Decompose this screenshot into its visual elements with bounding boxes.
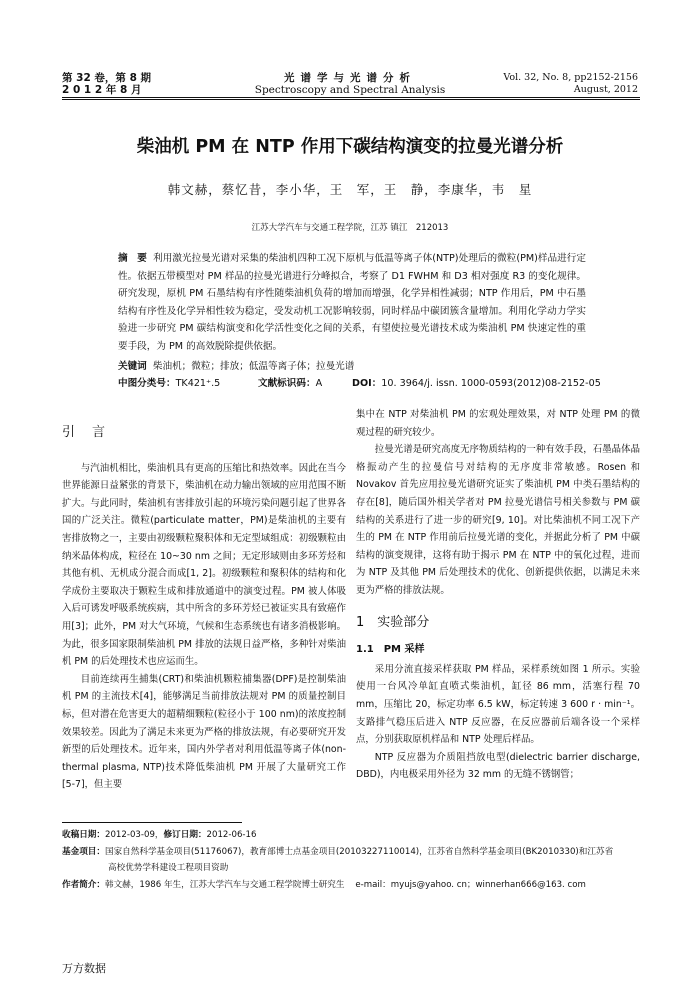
keywords	[118, 358, 586, 375]
header-rule	[62, 97, 640, 98]
watermark-text: 万方数据	[62, 962, 106, 975]
footnote-funding-cont: 高校优势学科建设工程项目资助	[108, 863, 229, 873]
subsection-heading-sampling: 1.1 PM 采样	[356, 644, 425, 656]
abstract-label: 摘 要	[118, 253, 147, 264]
header-volume-en: Vol. 32, No. 8, pp2152-2156	[503, 72, 638, 83]
document-code: 文献标识码：A	[258, 378, 323, 389]
author-list: 韩文赫，蔡忆昔，李小华，王 军，王 静，李康华，韦 星	[167, 182, 533, 197]
right-paragraph-2: 拉曼光谱是研究高度无序物质结构的一种有效手段，石墨晶体晶格振动产生的拉曼信号对结构的无序度非常敏感。Rosen 和 Novakov 首先应用拉曼光谱研究证实了柴油机 PM 中类石墨结构的存在[8]，随后国外相关学者对 PM 拉曼光谱信号相关参数与 PM 碳结构的关系进行了进一步的研究[9, 10]。对比柴油机不同工况下产生的 PM 在 NTP 作用前后拉曼光谱的变化，并据此分析了 PM 中碳结构的演变规律，这将有助于揭示 PM 在 NTP 中的氧化过程，进而为 NTP 及其他 PM 后处理技术的优化、创新提供依据，以满足未来更为严格的排放法规。	[356, 444, 640, 596]
keywords-label: 关键词	[118, 361, 147, 372]
affiliation: 江苏大学汽车与交通工程学院，江苏 镇江 212013	[251, 223, 449, 233]
header-date-en: August, 2012	[573, 84, 638, 95]
section-heading-experiment: 1 实验部分	[356, 614, 430, 630]
intro-paragraph-1: 与汽油机相比，柴油机具有更高的压缩比和热效率。因此在当今世界能源日益紧张的背景下，柴油机在动力输出领域的应用范围不断扩大。与此同时，柴油机有害排放引起的环境污染问题引起了世界各国的广泛关注。微粒(particulate matter，PM)是柴油机的主要有害排放物之一，主要由初级颗粒聚积体和无定型域组成：初级颗粒由纳米晶体构成，粒径在 10~30 nm 之间；无定形域则由多环芳烃和其他有机、无机成分混合而成[1, 2]。初级颗粒和聚积体的结构和化学成份主要取决于颗粒生成和排放通道中的演变过程。PM 被人体吸入后可诱发呼吸系统疾病，其中所含的多环芳烃已被证实具有致癌作用[3]；此外，PM 对大气环境，气候和生态系统也有诸多消极影响。为此，很多国家限制柴油机 PM 排放的法规日益严格，多种针对柴油机 PM 的后处理技术也应运而生。	[62, 462, 346, 668]
abstract	[118, 250, 586, 356]
clc-code: 中图分类号：TK421⁺.5	[118, 378, 221, 389]
footnote-dates: 收稿日期：2012-03-09，修订日期：2012-06-16	[62, 830, 257, 840]
header-issue	[503, 72, 638, 96]
doi: DOI：10. 3964/j. issn. 1000-0593(2012)08-2152-05	[352, 378, 601, 389]
intro-paragraph-2: 目前连续再生捕集(CRT)和柴油机颗粒捕集器(DPF)是控制柴油机 PM 的主流技术[4]，能够满足当前排放法规对 PM 的质量控制目标，但对潜在危害更大的超精细颗粒(粒径小于 100 nm)的浓度控制效果较差。因此为了满足未来更为严格的排放法规，有必要研究开发新型的后处理技术。近年来，国内外学者对利用低温等离子体(non-thermal plasma, NTP)技术降低柴油机 PM 开展了大量研究工作[5-7]，但主要	[62, 673, 346, 791]
footnote-rule	[62, 822, 242, 823]
right-paragraph-3: 采用分流直接采样获取 PM 样品，采样系统如图 1 所示。实验使用一台风冷单缸直喷式柴油机，缸径 86 mm，活塞行程 70 mm，压缩比 20，标定功率 6.5 kW，标定转速 3 600 r · min⁻¹。支路排气稳压后进入 NTP 反应器，在反应器前后端各设一个采样点，分别获取原机样品和 NTP 处理后样品。	[356, 663, 640, 746]
right-column	[356, 406, 640, 784]
footnote-author: 作者简介：韩文赫，1986 年生，江苏大学汽车与交通工程学院博士研究生 e-mail：myujs@yahoo. cn；winnerhan666@163. com	[62, 879, 586, 890]
right-paragraph-1: 集中在 NTP 对柴油机 PM 的宏观处理效果，对 NTP 处理 PM 的微观过程的研究较少。	[356, 409, 640, 438]
intro-heading: 引 言	[62, 425, 108, 440]
author-email: e-mail：myujs@yahoo. cn；winnerhan666@163. com	[355, 879, 586, 890]
paper-title: 柴油机 PM 在 NTP 作用下碳结构演变的拉曼光谱分析	[136, 137, 564, 157]
header-volume-cn: 第 32 卷，第 8 期	[62, 72, 152, 84]
footnotes	[62, 827, 640, 893]
right-paragraph-4: NTP 反应器为介质阻挡放电型(dielectric barrier discharge, DBD)，内电极采用外径为 32 mm 的无缝不锈钢管；	[356, 751, 640, 781]
header-date-cn: 2 0 1 2 年 8 月	[62, 84, 142, 96]
keywords-text: 柴油机；微粒；排放；低温等离子体；拉曼光谱	[152, 361, 355, 372]
journal-name-en: Spectroscopy and Spectral Analysis	[254, 84, 446, 96]
abstract-text: 利用激光拉曼光谱对采集的柴油机四种工况下原机与低温等离子体(NTP)处理后的微粒(PM)样品进行定性。依据五带模型对 PM 样品的拉曼光谱进行分峰拟合，考察了 D1 FWHM 和 D3 相对强度 R3 的变化规律。研究发现，原机 PM 石墨结构有序性随柴油机负荷的增加而增强，化学异相性减弱；NTP 作用后，PM 中石墨结构有序性及化学异相性较为稳定，受发动机工况影响较弱，同时样品中碳团簇含量增加。利用化学动力学实验进一步研究 PM 碳结构演变和化学活性变化之间的关系，有望使拉曼光谱技术成为柴油机 PM 快速定性的重要手段，为 PM 的高效脱除提供依据。	[118, 253, 587, 352]
left-column	[62, 410, 346, 794]
journal-name-cn: 光谱学与光谱分析	[284, 72, 416, 84]
footnote-funding: 基金项目：国家自然科学基金项目(51176067)，教育部博士点基金项目(20103227110014)，江苏省自然科学基金项目(BK2010330)和江苏省	[62, 846, 614, 857]
header-rule-thin	[62, 99, 640, 100]
